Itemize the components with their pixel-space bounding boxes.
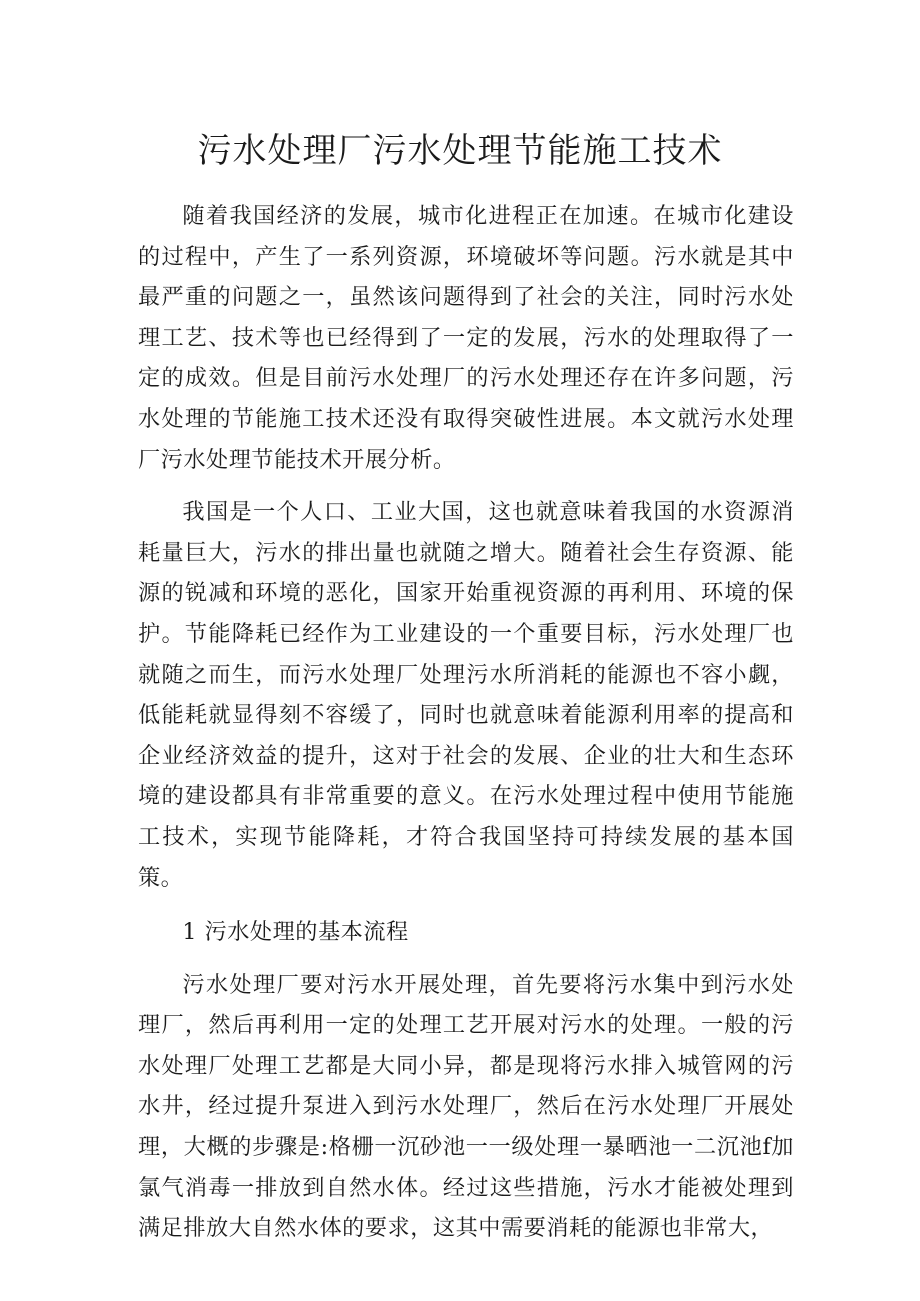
page-title: 污水处理厂污水处理节能施工技术 [197,131,723,171]
background-paragraph: 我国是一个人口、工业大国，这也就意味着我国的水资源消耗量巨大，污水的排出量也就随之增大。随着社会生存资源、能源的锐减和环境的恶化，国家开始重视资源的再利用、环境的保护。节能降耗已经作为工业建设的一个重要目标，污水处理厂也就随之而生，而污水处理厂处理污水所消耗的能源也不容小觑，低能耗就显得刻不容缓了，同时也就意味着能源利用率的提高和企业经济效益的提升，这对于社会的发展、企业的壮大和生态环境的建设都具有非常重要的意义。在污水处理过程中使用节能施工技术，实现节能降耗，才符合我国坚持可持续发展的基本国策。 [138,499,794,891]
intro-paragraph: 随着我国经济的发展，城市化进程正在加速。在城市化建设的过程中，产生了一系列资源，环境破坏等问题。污水就是其中最严重的问题之一，虽然该问题得到了社会的关注，同时污水处理工艺、技术等也已经得到了一定的发展，污水的处理取得了一定的成效。但是目前污水处理厂的污水处理还存在许多问题，污水处理的节能施工技术还没有取得突破性进展。本文就污水处理厂污水处理节能技术开展分析。 [138,203,794,473]
section-heading: 1 污水处理的基本流程 [182,919,409,946]
document-body [138,196,794,1249]
section-paragraph: 污水处理厂要对污水开展处理，首先要将污水集中到污水处理厂，然后再利用一定的处理工艺开展对污水的处理。一般的污水处理厂处理工艺都是大同小异，都是现将污水排入城管网的污水井，经过提升泵进入到污水处理厂，然后在污水处理厂开展处理，大概的步骤是:格栅一沉砂池一一级处理一暴晒池一二沉池f加氯气消毒一排放到自然水体。经过这些措施，污水才能被处理到满足排放大自然水体的要求，这其中需要消耗的能源也非常大， [138,971,794,1242]
